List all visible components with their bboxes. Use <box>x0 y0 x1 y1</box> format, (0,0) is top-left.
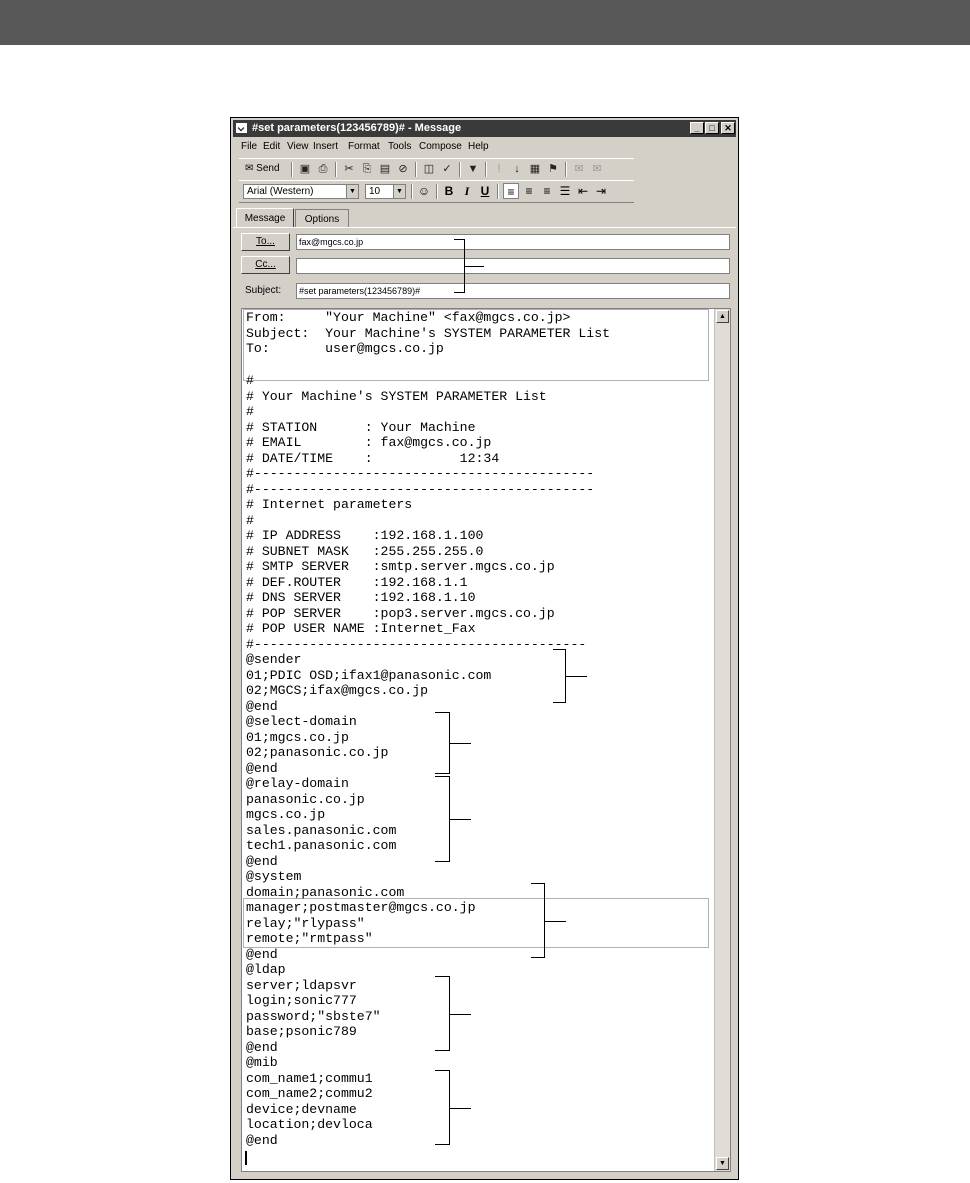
toolbar-separator <box>415 162 417 177</box>
cc-button-label: Cc... <box>255 259 276 270</box>
bold-button[interactable]: B <box>444 184 454 198</box>
body-line: login;sonic777 <box>246 993 357 1008</box>
menu-edit[interactable]: Edit <box>263 141 281 152</box>
body-line: panasonic.co.jp <box>246 791 365 807</box>
chevron-down-icon: ▼ <box>346 185 358 198</box>
body-line: @sender <box>246 652 302 667</box>
copy-icon[interactable]: ⎘ <box>362 163 372 175</box>
body-line: location;devloca <box>246 1117 373 1132</box>
menu-file[interactable]: File <box>241 141 258 152</box>
scroll-up-icon[interactable]: ▲ <box>716 310 729 323</box>
body-line: @end <box>246 946 278 962</box>
body-line: @end <box>246 1132 278 1148</box>
body-line: tech1.panasonic.com <box>246 838 397 853</box>
body-line: manager;postmaster@mgcs.co.jp <box>246 900 476 915</box>
to-field[interactable]: fax@mgcs.co.jp <box>296 234 730 250</box>
body-line: com_name2;commu2 <box>246 1086 373 1101</box>
body-line: @end <box>246 698 278 714</box>
menu-compose[interactable]: Compose <box>419 141 462 152</box>
body-line: # IP ADDRESS :192.168.1.100 <box>246 528 484 543</box>
paste-icon[interactable]: ▤ <box>379 163 391 175</box>
body-line: @relay-domain <box>246 776 349 791</box>
callout-bracket <box>454 239 465 293</box>
decrease-indent-icon[interactable]: ⇤ <box>577 184 589 198</box>
body-line: relay;"rlypass" <box>246 915 365 931</box>
align-left-icon[interactable]: ≡ <box>503 183 519 199</box>
toolbar-separator <box>411 184 413 199</box>
font-size-value: 10 <box>369 186 381 197</box>
menu-tools[interactable]: Tools <box>388 141 412 152</box>
cc-button[interactable] <box>241 256 290 274</box>
toolbar-separator <box>565 162 567 177</box>
vertical-scrollbar[interactable] <box>714 309 730 1171</box>
toolbar-separator <box>497 184 499 199</box>
sign-icon[interactable]: ✉ <box>574 163 584 175</box>
body-line: # Your Machine's SYSTEM PARAMETER List <box>246 388 547 404</box>
save-icon[interactable]: ▣ <box>299 163 311 175</box>
to-button[interactable] <box>241 233 290 251</box>
body-line: # <box>246 512 254 528</box>
minimize-button[interactable]: _ <box>690 122 704 134</box>
body-line: # Internet parameters <box>246 497 413 512</box>
filter-icon[interactable]: ▼ <box>467 163 479 175</box>
encrypt-icon[interactable]: ✉ <box>592 163 602 175</box>
tab-message[interactable]: Message <box>236 208 294 227</box>
callout-bracket <box>435 776 450 862</box>
toolbar-separator <box>291 162 293 177</box>
cc-field[interactable] <box>296 258 730 274</box>
callout-bracket <box>553 649 566 703</box>
underline-button[interactable]: U <box>480 184 490 198</box>
title-bar[interactable] <box>233 120 736 137</box>
body-line: @ldap <box>246 962 286 977</box>
send-label: Send <box>256 163 280 174</box>
flag-icon[interactable]: ⚑ <box>548 163 558 175</box>
toolbar-separator <box>459 162 461 177</box>
menu-bar <box>233 138 736 156</box>
body-line: base;psonic789 <box>246 1024 357 1039</box>
tab-options[interactable]: Options <box>295 209 349 227</box>
callout-bracket <box>435 976 450 1051</box>
body-line: #------------------------------------------ <box>246 636 587 652</box>
attach-icon[interactable]: ⊘ <box>398 163 408 175</box>
body-line: @end <box>246 760 278 776</box>
body-line: # DNS SERVER :192.168.1.10 <box>246 590 476 605</box>
body-line: server;ldapsvr <box>246 977 357 993</box>
font-name-value: Arial (Western) <box>247 186 314 197</box>
maximize-button[interactable]: □ <box>705 122 719 134</box>
menu-insert[interactable]: Insert <box>313 141 339 152</box>
send-button[interactable] <box>245 161 280 177</box>
check-names-icon[interactable]: ✓ <box>442 163 452 175</box>
message-options-icon[interactable]: ▦ <box>529 163 541 175</box>
body-line: @end <box>246 1039 278 1055</box>
body-line: sales.panasonic.com <box>246 822 397 838</box>
body-line: Subject: Your Machine's SYSTEM PARAMETER List <box>246 325 611 341</box>
body-line: # DATE/TIME : 12:34 <box>246 450 500 466</box>
body-line: # STATION : Your Machine <box>246 419 476 435</box>
align-center-icon[interactable]: ≡ <box>525 184 533 198</box>
to-button-label: To... <box>256 236 275 247</box>
align-right-icon[interactable]: ≡ <box>543 184 551 198</box>
toolbar-separator <box>436 184 438 199</box>
toolbar-separator <box>335 162 337 177</box>
formatting-toolbar <box>239 180 634 203</box>
body-line: domain;panasonic.com <box>246 884 405 900</box>
body-line: @system <box>246 869 302 884</box>
page-header-bar <box>0 0 970 45</box>
body-line: From: "Your Machine" <fax@mgcs.co.jp> <box>246 310 571 325</box>
subject-label: Subject: <box>245 285 282 296</box>
body-line: # SUBNET MASK :255.255.255.0 <box>246 543 484 559</box>
body-line: 02;MGCS;ifax@mgcs.co.jp <box>246 683 429 698</box>
body-line: # SMTP SERVER :smtp.server.mgcs.co.jp <box>246 559 555 574</box>
window-title: #set parameters(123456789)# - Message <box>252 122 462 134</box>
body-line: # DEF.ROUTER :192.168.1.1 <box>246 574 468 590</box>
address-book-icon[interactable]: ◫ <box>423 163 435 175</box>
menu-view[interactable]: View <box>287 141 309 152</box>
style-icon[interactable]: ☺ <box>417 184 431 198</box>
tab-divider <box>233 227 736 228</box>
body-line: 02;panasonic.co.jp <box>246 745 389 760</box>
text-caret <box>245 1151 247 1165</box>
subject-field[interactable]: #set parameters(123456789)# <box>296 283 730 299</box>
message-window <box>230 117 739 1180</box>
body-line: #------------------------------------------- <box>246 466 595 481</box>
body-line: # EMAIL : fax@mgcs.co.jp <box>246 435 492 450</box>
body-line: password;"sbste7" <box>246 1008 381 1024</box>
body-line: 01;mgcs.co.jp <box>246 729 349 745</box>
body-line: To: user@mgcs.co.jp <box>246 341 444 356</box>
body-line: @mib <box>246 1055 278 1070</box>
body-line: remote;"rmtpass" <box>246 931 373 946</box>
bullets-icon[interactable]: ☰ <box>559 184 571 198</box>
body-line: # POP USER NAME :Internet_Fax <box>246 621 476 636</box>
body-line: # POP SERVER :pop3.server.mgcs.co.jp <box>246 605 555 621</box>
toolbar-separator <box>485 162 487 177</box>
chevron-down-icon: ▼ <box>393 185 405 198</box>
body-line: device;devname <box>246 1101 357 1117</box>
body-line: #------------------------------------------- <box>246 481 595 497</box>
message-body[interactable] <box>241 308 731 1172</box>
send-icon: ✉ <box>245 163 254 174</box>
menu-format[interactable]: Format <box>348 141 380 152</box>
print-icon[interactable]: ⎙ <box>318 163 328 175</box>
font-size-select[interactable] <box>365 184 406 199</box>
menu-help[interactable]: Help <box>468 141 489 152</box>
importance-low-icon[interactable]: ↓ <box>514 163 520 175</box>
callout-bracket <box>435 1070 450 1145</box>
body-line: @end <box>246 853 278 869</box>
font-name-select[interactable] <box>243 184 359 199</box>
callout-bracket <box>435 712 450 774</box>
importance-high-icon[interactable]: ! <box>497 163 501 175</box>
scroll-down-icon[interactable]: ▼ <box>716 1157 729 1170</box>
body-line: mgcs.co.jp <box>246 807 326 822</box>
close-button[interactable]: ✕ <box>721 122 735 134</box>
body-line: # <box>246 373 254 388</box>
mail-icon <box>236 123 247 133</box>
standard-toolbar <box>239 158 634 181</box>
callout-bracket <box>531 883 545 958</box>
increase-indent-icon[interactable]: ⇥ <box>595 184 607 198</box>
body-line: # <box>246 404 254 419</box>
body-line: @select-domain <box>246 714 357 729</box>
italic-button[interactable]: I <box>464 184 470 198</box>
body-line: com_name1;commu1 <box>246 1070 373 1086</box>
cut-icon[interactable]: ✂ <box>344 163 354 175</box>
body-line: 01;PDIC OSD;ifax1@panasonic.com <box>246 667 492 683</box>
